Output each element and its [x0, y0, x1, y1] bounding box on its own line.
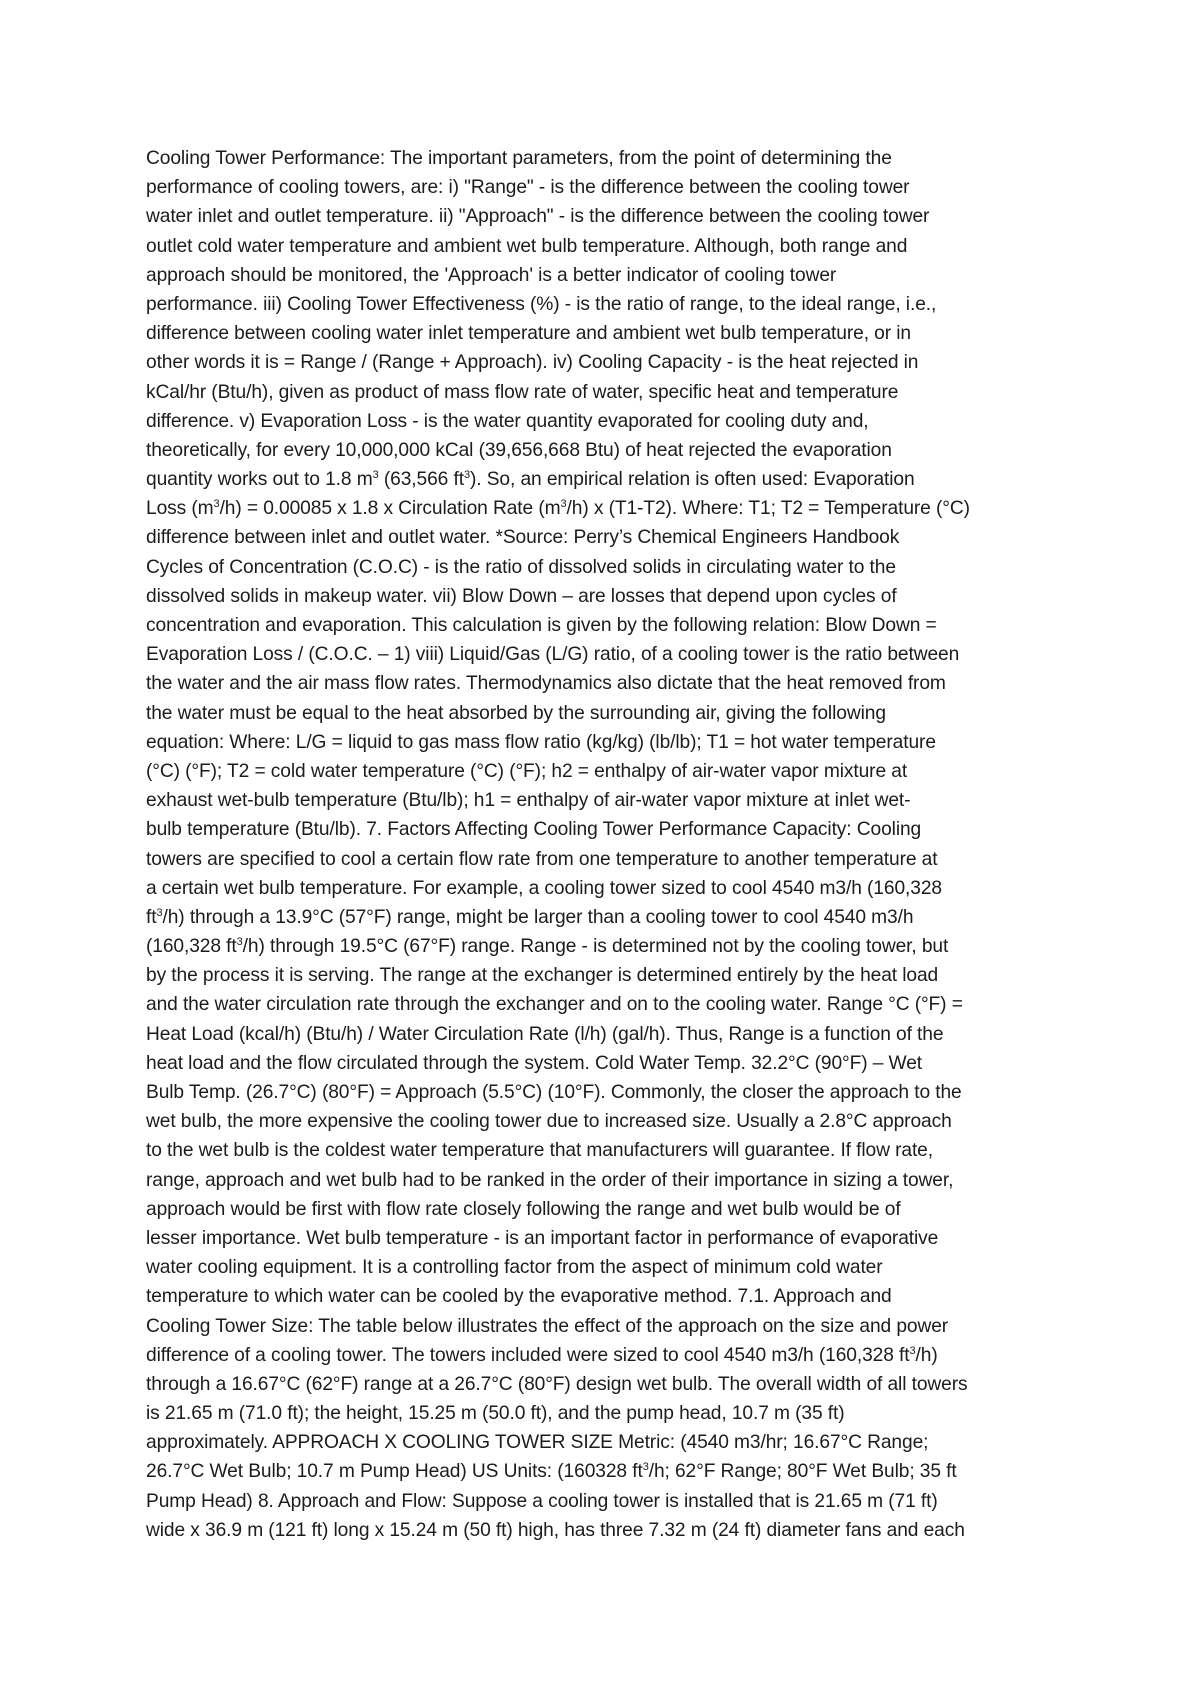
text-run: the water must be equal to the heat absorbed by the surrounding air, giving the following: [146, 702, 886, 724]
text-line: [146, 1078, 1076, 1107]
text-run: /h): [915, 1344, 938, 1366]
text-line: [146, 1487, 1076, 1516]
text-run: ft: [146, 906, 157, 928]
text-line: [146, 874, 1076, 903]
text-line: [146, 1195, 1076, 1224]
text-run: outlet cold water temperature and ambient wet bulb temperature. Although, both range and: [146, 235, 908, 257]
text-run: bulb temperature (Btu/lb). 7. Factors Affecting Cooling Tower Performance Capacity: Cooling: [146, 819, 922, 841]
text-line: [146, 173, 1076, 202]
text-run: lesser importance. Wet bulb temperature - is an important factor in performance of evaporative: [146, 1227, 939, 1249]
text-line: [146, 1428, 1076, 1457]
text-run: equation: Where: L/G = liquid to gas mass flow ratio (kg/kg) (lb/lb); T1 = hot water temperature: [146, 731, 936, 753]
text-line: [146, 786, 1076, 815]
text-run: range, approach and wet bulb had to be ranked in the order of their importance in sizing a tower,: [146, 1169, 954, 1191]
text-run: water inlet and outlet temperature. ii) "Approach" - is the difference between the cooling tower: [146, 206, 930, 228]
text-run: dissolved solids in makeup water. vii) Blow Down – are losses that depend upon cycles of: [146, 585, 897, 607]
text-run: Bulb Temp. (26.7°C) (80°F) = Approach (5.5°C) (10°F). Commonly, the closer the approach to the: [146, 1082, 962, 1103]
text-line: [146, 1312, 1076, 1341]
text-line: [146, 290, 1076, 319]
text-line: [146, 1253, 1076, 1282]
text-line: [146, 465, 1076, 494]
text-run: difference between inlet and outlet water. *Source: Perry’s Chemical Engineers Handbook: [146, 527, 900, 549]
text-line: [146, 319, 1076, 348]
text-line: [146, 523, 1076, 552]
text-line: [146, 1341, 1076, 1370]
text-line: [146, 1166, 1076, 1195]
superscript: 3: [156, 906, 163, 919]
text-line: [146, 1107, 1076, 1136]
text-run: the water and the air mass flow rates. Thermodynamics also dictate that the heat removed from: [146, 673, 946, 695]
text-run: difference of a cooling tower. The towers included were sized to cool 4540 m3/h (160,328 ft: [146, 1344, 910, 1366]
text-run: by the process it is serving. The range at the exchanger is determined entirely by the heat load: [146, 965, 939, 987]
text-run: exhaust wet-bulb temperature (Btu/lb); h1 = enthalpy of air-water vapor mixture at inlet wet-: [146, 790, 911, 812]
text-line: [146, 611, 1076, 640]
text-run: /h) through a 13.9°C (57°F) range, might be larger than a cooling tower to cool 4540 m3/h: [162, 906, 914, 928]
text-line: [146, 494, 1076, 523]
text-line: [146, 261, 1076, 290]
text-run: concentration and evaporation. This calculation is given by the following relation: Blow Down =: [146, 615, 937, 636]
text-line: [146, 202, 1076, 231]
text-run: Heat Load (kcal/h) (Btu/h) / Water Circulation Rate (l/h) (gal/h). Thus, Range is a function of the: [146, 1023, 944, 1045]
text-run: /h) through 19.5°C (67°F) range. Range - is determined not by the cooling tower, but: [242, 936, 949, 958]
text-run: Pump Head) 8. Approach and Flow: Suppose a cooling tower is installed that is 21.65 m (71 ft): [146, 1490, 938, 1512]
text-run: quantity works out to 1.8 m: [146, 469, 373, 491]
text-line: [146, 378, 1076, 407]
text-run: (160,328 ft: [146, 936, 237, 958]
superscript: 3: [213, 498, 220, 511]
text-line: [146, 1516, 1076, 1545]
text-run: Cycles of Concentration (C.O.C) - is the ratio of dissolved solids in circulating water to the: [146, 556, 896, 578]
text-run: through a 16.67°C (62°F) range at a 26.7°C (80°F) design wet bulb. The overall width of all towers: [146, 1373, 968, 1395]
text-run: towers are specified to cool a certain flow rate from one temperature to another temperature at: [146, 848, 938, 870]
text-line: [146, 1399, 1076, 1428]
text-line: [146, 903, 1076, 932]
text-run: /h) = 0.00085 x 1.8 x Circulation Rate (m: [219, 498, 561, 520]
text-line: [146, 640, 1076, 669]
text-run: /h; 62°F Range; 80°F Wet Bulb; 35 ft: [648, 1461, 957, 1483]
text-line: [146, 815, 1076, 844]
text-line: [146, 407, 1076, 436]
text-run: a certain wet bulb temperature. For example, a cooling tower sized to cool 4540 m3/h (160,328: [146, 877, 942, 899]
text-run: water cooling equipment. It is a controlling factor from the aspect of minimum cold water: [146, 1257, 883, 1279]
superscript: 3: [560, 498, 567, 511]
body-text: [146, 144, 1076, 1545]
text-run: to the wet bulb is the coldest water temperature that manufacturers will guarantee. If flow rate,: [146, 1140, 933, 1162]
superscript: 3: [642, 1461, 649, 1474]
text-run: difference between cooling water inlet temperature and ambient wet bulb temperature, or in: [146, 323, 911, 345]
superscript: 3: [909, 1344, 916, 1357]
text-run: ). So, an empirical relation is often used: Evaporation: [469, 469, 915, 491]
text-run: wide x 36.9 m (121 ft) long x 15.24 m (50 ft) high, has three 7.32 m (24 ft) diameter fans and each: [146, 1519, 965, 1541]
text-run: other words it is = Range / (Range + Approach). iv) Cooling Capacity - is the heat rejected in: [146, 352, 919, 374]
superscript: 3: [236, 936, 243, 949]
text-line: [146, 348, 1076, 377]
text-line: [146, 669, 1076, 698]
text-run: performance. iii) Cooling Tower Effectiveness (%) - is the ratio of range, to the ideal range, i.e.,: [146, 293, 937, 315]
text-run: approximately. APPROACH X COOLING TOWER SIZE Metric: (4540 m3/hr; 16.67°C Range;: [146, 1432, 929, 1454]
text-run: (63,566 ft: [378, 469, 464, 491]
text-line: [146, 1020, 1076, 1049]
text-line: [146, 553, 1076, 582]
text-run: 26.7°C Wet Bulb; 10.7 m Pump Head) US Units: (160328 ft: [146, 1461, 643, 1483]
text-run: is 21.65 m (71.0 ft); the height, 15.25 m (50.0 ft), and the pump head, 10.7 m (35 ft): [146, 1403, 845, 1425]
text-line: [146, 582, 1076, 611]
text-run: temperature to which water can be cooled by the evaporative method. 7.1. Approach and: [146, 1286, 892, 1308]
text-run: approach would be first with flow rate closely following the range and wet bulb would be of: [146, 1198, 901, 1220]
text-run: performance of cooling towers, are: i) "Range" - is the difference between the cooling tower: [146, 177, 910, 199]
text-line: [146, 1282, 1076, 1311]
text-line: [146, 1136, 1076, 1165]
superscript: 3: [372, 469, 379, 482]
text-line: [146, 932, 1076, 961]
text-line: [146, 1049, 1076, 1078]
superscript: 3: [463, 469, 470, 482]
text-run: and the water circulation rate through the exchanger and on to the cooling water. Range °C (°F) =: [146, 994, 963, 1016]
text-line: [146, 845, 1076, 874]
text-run: kCal/hr (Btu/h), given as product of mass flow rate of water, specific heat and temperature: [146, 381, 899, 403]
text-run: approach should be monitored, the 'Approach' is a better indicator of cooling tower: [146, 264, 837, 286]
text-line: [146, 232, 1076, 261]
text-line: [146, 1370, 1076, 1399]
text-run: /h) x (T1-T2). Where: T1; T2 = Temperature (°C): [566, 498, 970, 520]
text-line: [146, 1224, 1076, 1253]
text-line: [146, 699, 1076, 728]
text-run: (°C) (°F); T2 = cold water temperature (°C) (°F); h2 = enthalpy of air-water vapor mixture at: [146, 760, 908, 782]
text-run: Cooling Tower Performance: The important parameters, from the point of determining the: [146, 148, 892, 169]
text-line: [146, 436, 1076, 465]
text-line: [146, 144, 1076, 173]
text-line: [146, 1457, 1076, 1486]
text-run: Loss (m: [146, 498, 214, 520]
text-run: Evaporation Loss / (C.O.C. – 1) viii) Liquid/Gas (L/G) ratio, of a cooling tower is the ratio between: [146, 644, 960, 666]
text-line: [146, 961, 1076, 990]
text-run: Cooling Tower Size: The table below illustrates the effect of the approach on the size and power: [146, 1315, 949, 1337]
text-line: [146, 728, 1076, 757]
text-run: difference. v) Evaporation Loss - is the water quantity evaporated for cooling duty and,: [146, 410, 869, 432]
text-run: wet bulb, the more expensive the cooling tower due to increased size. Usually a 2.8°C approach: [146, 1111, 952, 1133]
text-run: theoretically, for every 10,000,000 kCal (39,656,668 Btu) of heat rejected the evaporation: [146, 439, 892, 461]
text-line: [146, 757, 1076, 786]
text-line: [146, 990, 1076, 1019]
text-run: heat load and the flow circulated through the system. Cold Water Temp. 32.2°C (90°F) – Wet: [146, 1052, 923, 1074]
